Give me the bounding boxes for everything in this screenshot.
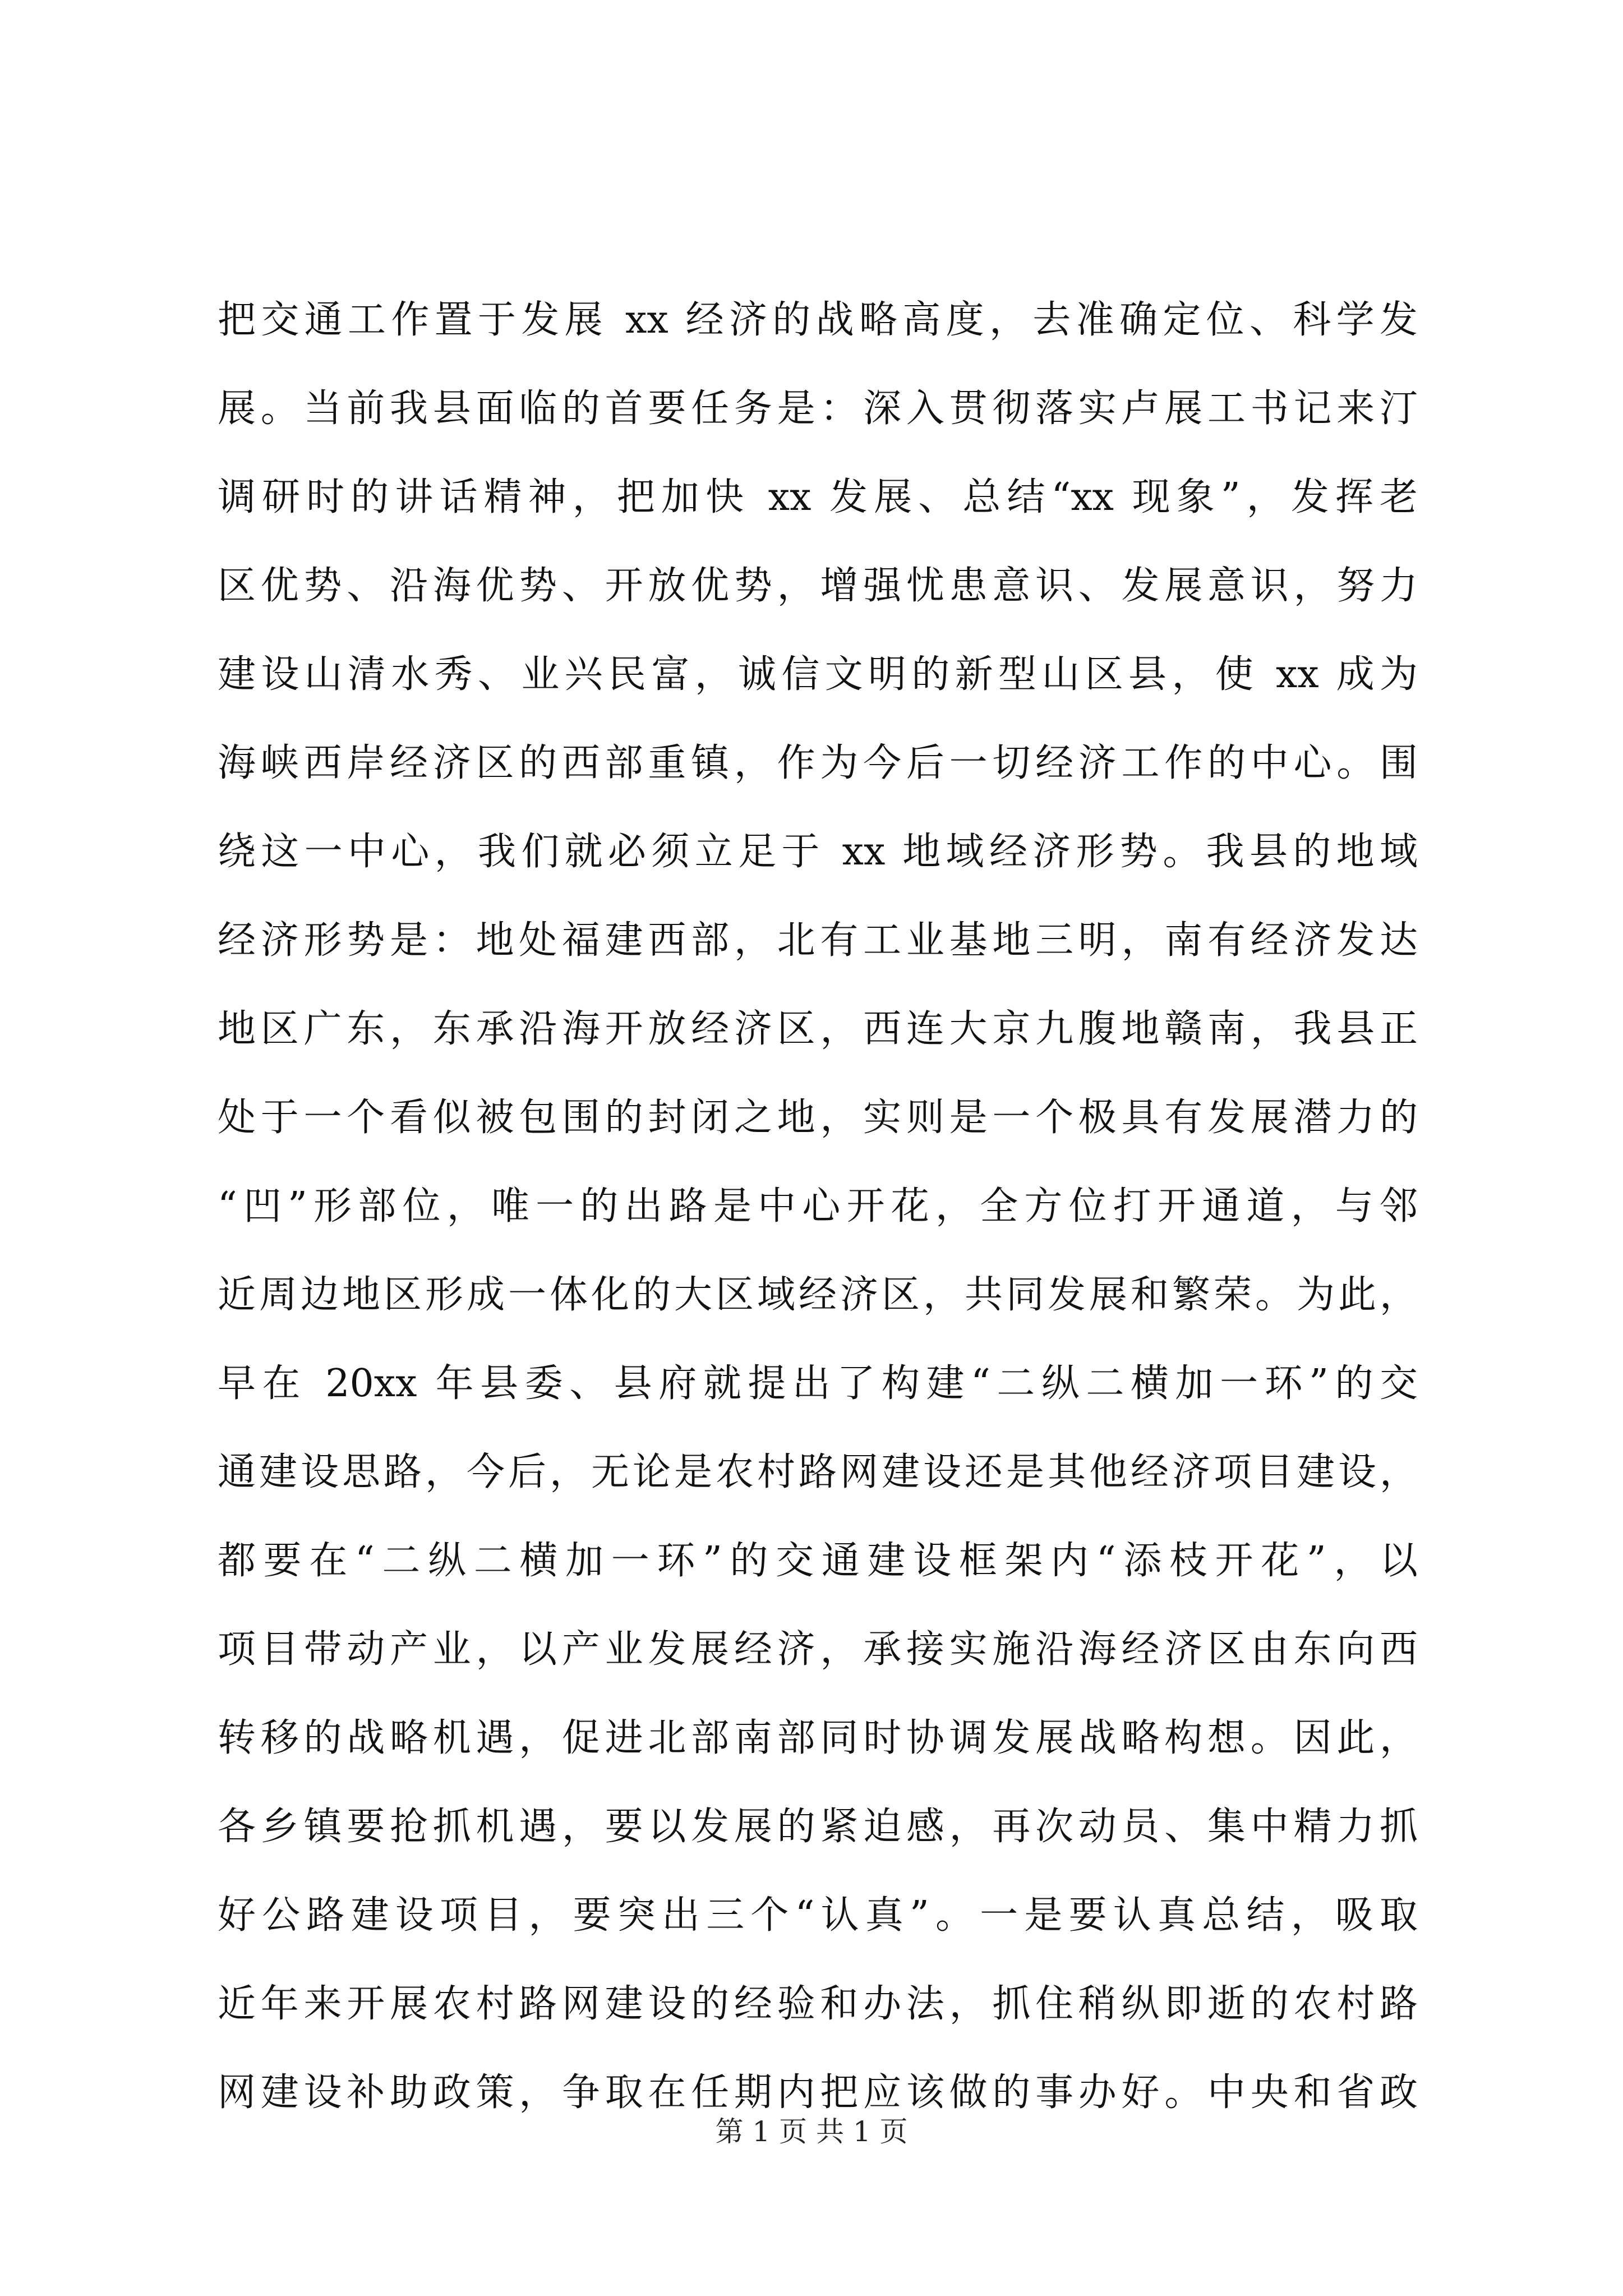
text-line: 调研时的讲话精神，把加快 xx 发展、总结“xx 现象”，发挥老: [218, 475, 1418, 519]
text-line: 网建设补助政策，争取在任期内把应该做的事办好。中央和省政: [218, 2070, 1418, 2115]
text-line: 近周边地区形成一体化的大区域经济区，共同发展和繁荣。为此，: [218, 1273, 1418, 1317]
page-footer: [0, 2109, 1623, 2150]
page-number: 第 1 页 共 1 页: [715, 2115, 908, 2148]
text-line: 都要在“二纵二横加一环”的交通建设框架内“添枝开花”，以: [218, 1539, 1418, 1583]
text-line: 转移的战略机遇，促进北部南部同时协调发展战略构想。因此，: [218, 1716, 1418, 1760]
text-line: 通建设思路，今后，无论是农村路网建设还是其他经济项目建设，: [218, 1450, 1418, 1494]
text-line: 地区广东，东承沿海开放经济区，西连大京九腹地赣南，我县正: [218, 1007, 1418, 1051]
text-line: 展。当前我县面临的首要任务是：深入贯彻落实卢展工书记来汀: [218, 386, 1418, 431]
text-line: 海峡西岸经济区的西部重镇，作为今后一切经济工作的中心。围: [218, 741, 1418, 785]
text-line: 好公路建设项目，要突出三个“认真”。一是要认真总结，吸取: [218, 1893, 1418, 1938]
text-line: 早在 20xx 年县委、县府就提出了构建“二纵二横加一环”的交: [218, 1361, 1418, 1406]
text-line: 把交通工作置于发展 xx 经济的战略高度，去准确定位、科学发: [218, 298, 1418, 342]
text-line: 各乡镇要抢抓机遇，要以发展的紧迫感，再次动员、集中精力抓: [218, 1805, 1418, 1849]
body-text: [218, 276, 1418, 2137]
text-line: 经济形势是：地处福建西部，北有工业基地三明，南有经济发达: [218, 918, 1418, 963]
text-line: 建设山清水秀、业兴民富，诚信文明的新型山区县，使 xx 成为: [218, 652, 1418, 697]
text-line: 区优势、沿海优势、开放优势，增强忧患意识、发展意识，努力: [218, 564, 1418, 608]
text-line: 处于一个看似被包围的封闭之地，实则是一个极具有发展潜力的: [218, 1096, 1418, 1140]
text-line: 绕这一中心，我们就必须立足于 xx 地域经济形势。我县的地域: [218, 830, 1418, 874]
text-line: “凹”形部位，唯一的出路是中心开花，全方位打开通道，与邻: [218, 1184, 1418, 1228]
text-line: 近年来开展农村路网建设的经验和办法，抓住稍纵即逝的农村路: [218, 1982, 1418, 2026]
text-line: 项目带动产业，以产业发展经济，承接实施沿海经济区由东向西: [218, 1627, 1418, 1672]
